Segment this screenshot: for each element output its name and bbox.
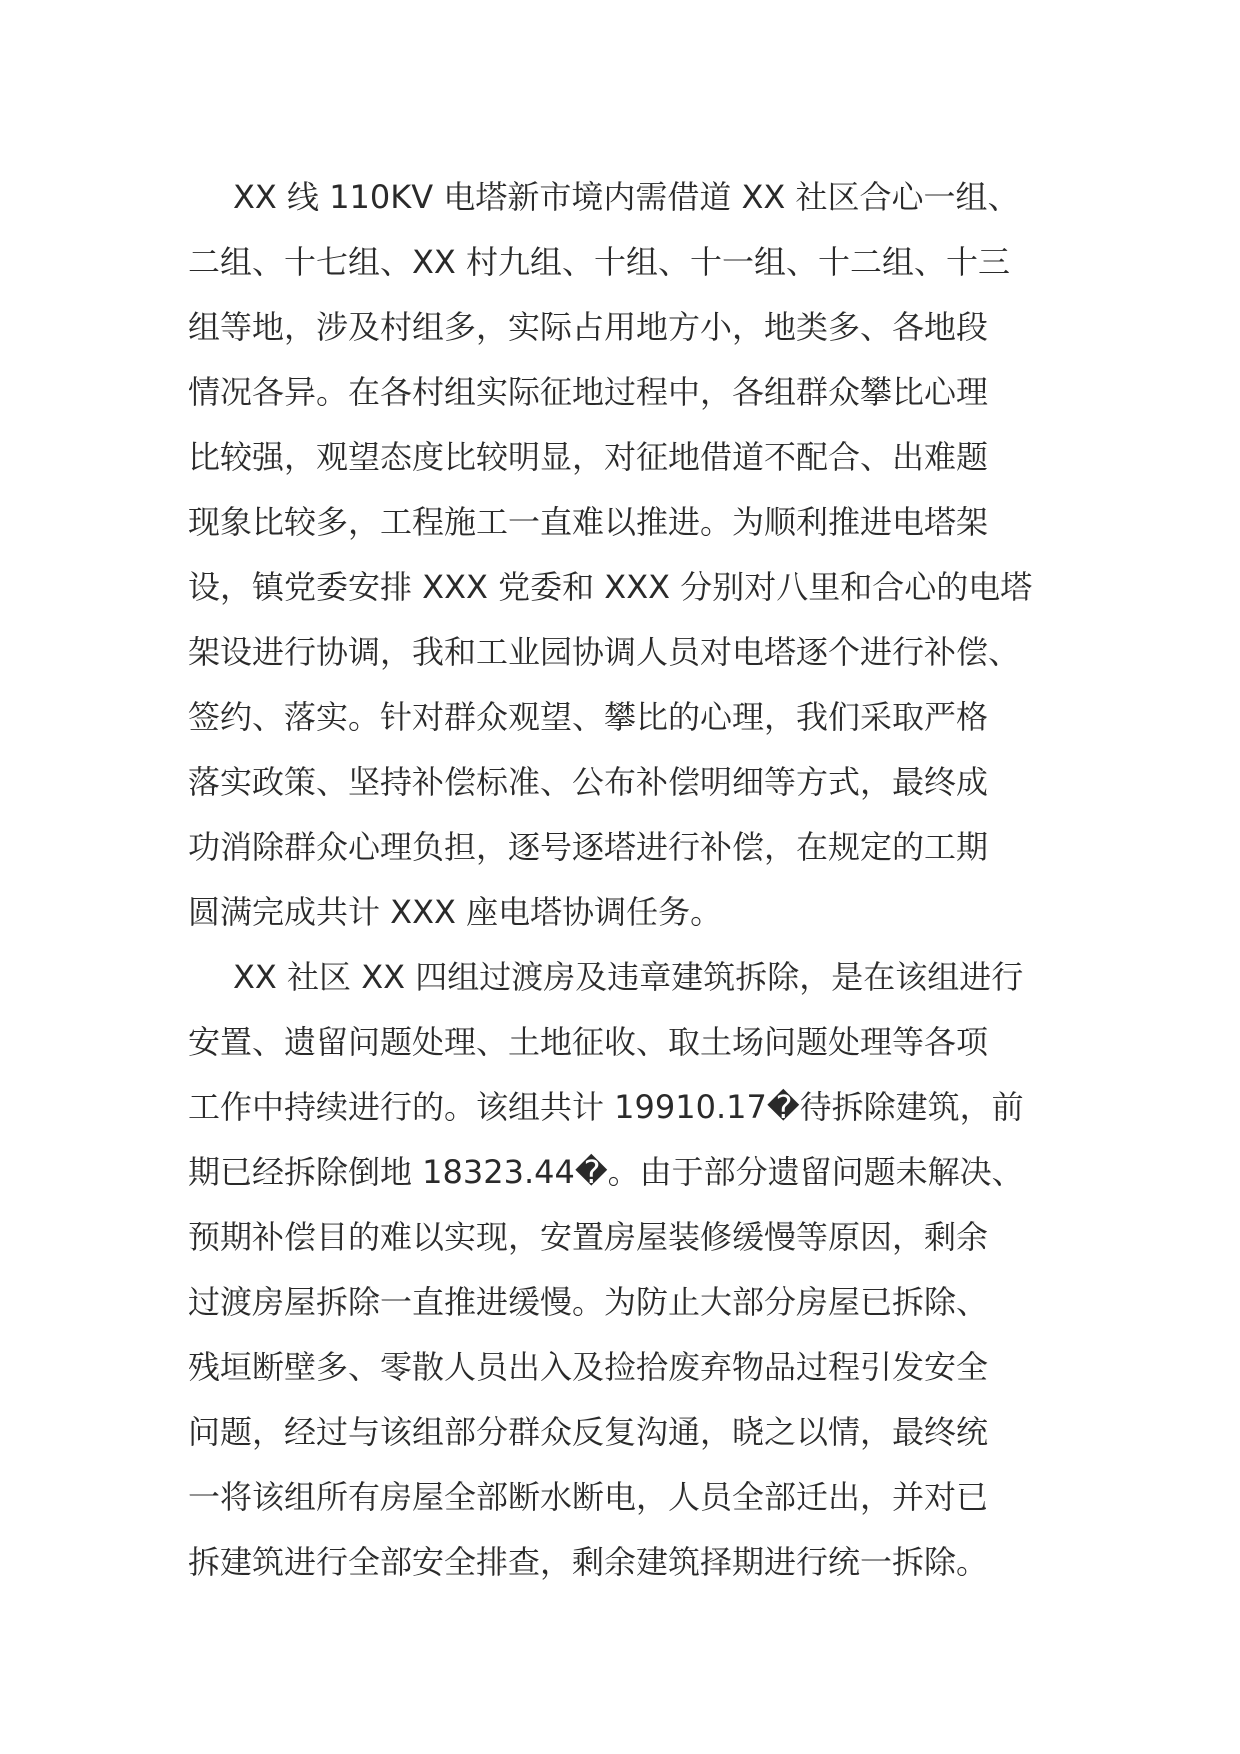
text-line: XX 社区 XX 四组过渡房及违章建筑拆除，是在该组进行: [233, 958, 1024, 996]
text-line: 签约、落实。针对群众观望、攀比的心理，我们采取严格: [188, 698, 989, 736]
text-line: 期已经拆除倒地 18323.44�。由于部分遗留问题未解决、: [188, 1153, 1024, 1191]
text-line: 比较强，观望态度比较明显，对征地借道不配合、出难题: [188, 438, 989, 476]
text-line: 过渡房屋拆除一直推进缓慢。为防止大部分房屋已拆除、: [188, 1283, 989, 1321]
text-line: 设，镇党委安排 XXX 党委和 XXX 分别对八里和合心的电塔: [188, 568, 1033, 606]
text-line: 拆建筑进行全部安全排查，剩余建筑择期进行统一拆除。: [188, 1543, 989, 1581]
text-line: 组等地，涉及村组多，实际占用地方小，地类多、各地段: [188, 308, 989, 346]
paragraph-demolition: [188, 945, 1068, 1595]
text-line: 二组、十七组、XX 村九组、十组、十一组、十二组、十三: [188, 243, 1011, 281]
text-line: 落实政策、坚持补偿标准、公布补偿明细等方式，最终成: [188, 763, 989, 801]
text-line: 一将该组所有房屋全部断水断电，人员全部迁出，并对已: [188, 1478, 989, 1516]
paragraph-tower-coordination: [188, 165, 1068, 945]
text-line: 情况各异。在各村组实际征地过程中，各组群众攀比心理: [188, 373, 989, 411]
text-line: 残垣断壁多、零散人员出入及捡拾废弃物品过程引发安全: [188, 1348, 989, 1386]
text-line: 工作中持续进行的。该组共计 19910.17�待拆除建筑，前: [188, 1088, 1024, 1126]
text-line: 现象比较多，工程施工一直难以推进。为顺利推进电塔架: [188, 503, 989, 541]
text-line: 架设进行协调，我和工业园协调人员对电塔逐个进行补偿、: [188, 633, 1021, 671]
text-line: 安置、遗留问题处理、土地征收、取土场问题处理等各项: [188, 1023, 989, 1061]
document-body: [188, 165, 1068, 1595]
text-line: XX 线 110KV 电塔新市境内需借道 XX 社区合心一组、: [233, 178, 1020, 216]
text-line: 圆满完成共计 XXX 座电塔协调任务。: [188, 893, 723, 931]
text-line: 预期补偿目的难以实现，安置房屋装修缓慢等原因，剩余: [188, 1218, 989, 1256]
text-line: 问题，经过与该组部分群众反复沟通，晓之以情，最终统: [188, 1413, 989, 1451]
text-line: 功消除群众心理负担，逐号逐塔进行补偿，在规定的工期: [188, 828, 989, 866]
